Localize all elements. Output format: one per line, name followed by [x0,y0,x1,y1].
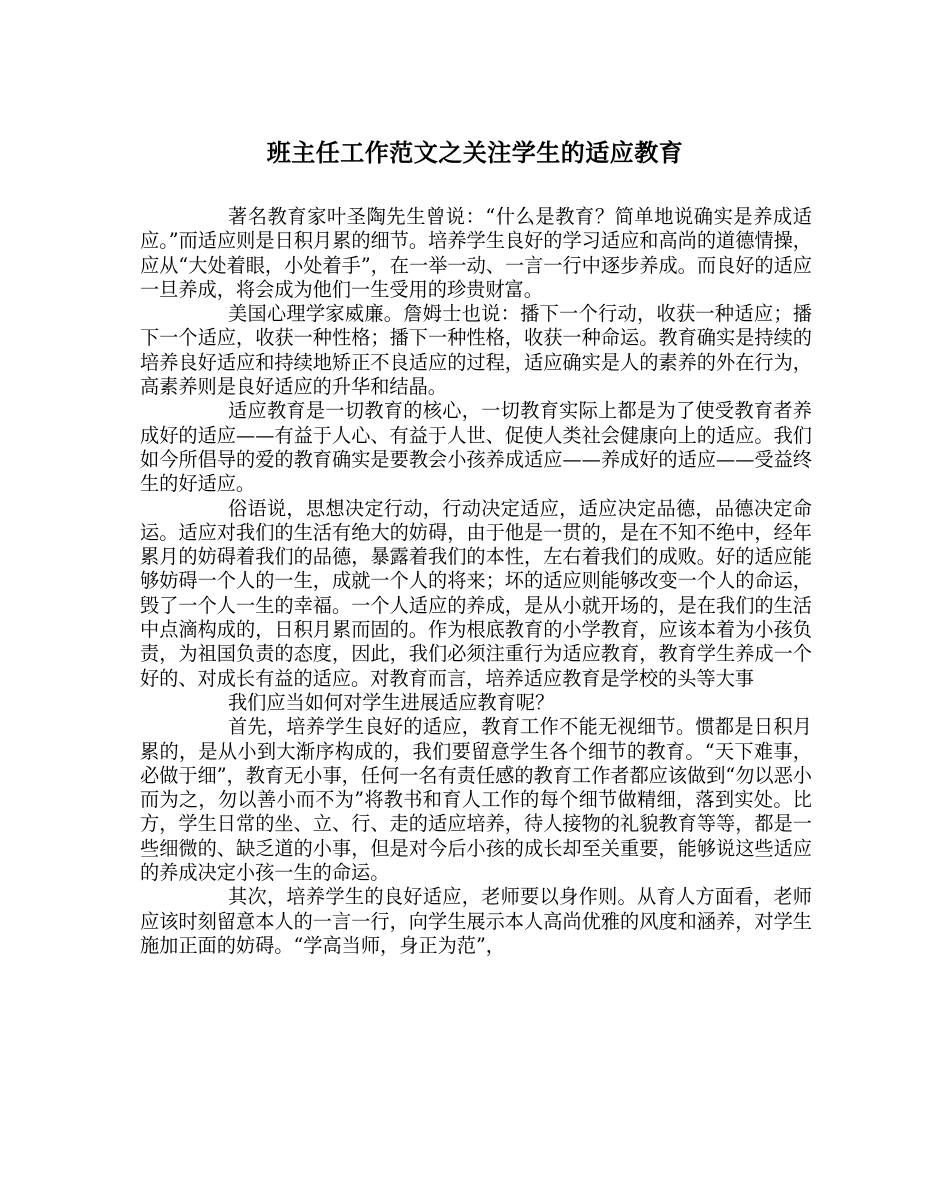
paragraph: 首先，培养学生良好的适应，教育工作不能无视细节。惯都是日积月累的，是从小到大渐序构成的，我们要留意学生各个细节的教育。“天下难事，必做于细”，教育无小事，任何一名有责任感的教育工作者都应该做到“勿以恶小而为之，勿以善小而不为”将教书和育人工作的每个细节做精细，落到实处。比方，学生日常的坐、立、行、走的适应培养，待人接物的礼貌教育等等，都是一些细微的、缺乏道的小事，但是对今后小孩的成长却至关重要，能够说这些适应的养成决定小孩一生的命运。 [140,715,812,885]
paragraph: 其次，培养学生的良好适应，老师要以身作则。从育人方面看，老师应该时刻留意本人的一言一行，向学生展示本人高尚优雅的风度和涵养，对学生施加正面的妨碍。“学高当师，身正为范”， [140,885,812,957]
document-body [140,205,812,958]
paragraph: 著名教育家叶圣陶先生曾说：“什么是教育？简单地说确实是养成适应。”而适应则是日积月累的细节。培养学生良好的学习适应和高尚的道德情操，应从“大处着眼，小处着手”，在一举一动、一言一行中逐步养成。而良好的适应一旦养成，将会成为他们一生受用的珍贵财富。 [140,205,812,301]
paragraph: 美国心理学家威廉。詹姆士也说：播下一个行动，收获一种适应；播下一个适应，收获一种性格；播下一种性格，收获一种命运。教育确实是持续的培养良好适应和持续地矫正不良适应的过程，适应确实是人的素养的外在行为，高素养则是良好适应的升华和结晶。 [140,302,812,399]
document-title: 班主任工作范文之关注学生的适应教育 [266,138,684,167]
paragraph: 我们应当如何对学生进展适应教育呢？ [228,690,555,714]
paragraph: 俗语说，思想决定行动，行动决定适应，适应决定品德，品德决定命运。适应对我们的生活有绝大的妨碍，由于他是一贯的，是在不知不绝中，经年累月的妨碍着我们的品德，暴露着我们的本性，左右着我们的成败。好的适应能够妨碍一个人的一生，成就一个人的将来；坏的适应则能够改变一个人的命运，毁了一个人一生的幸福。一个人适应的养成，是从小就开场的，是在我们的生活中点滴构成的，日积月累而固的。作为根底教育的小学教育，应该本着为小孩负责，为祖国负责的态度，因此，我们必须注重行为适应教育，教育学生养成一个好的、对成长有益的适应。对教育而言，培养适应教育是学校的头等大事 [140,496,812,690]
paragraph: 适应教育是一切教育的核心，一切教育实际上都是为了使受教育者养成好的适应——有益于人心、有益于人世、促使人类社会健康向上的适应。我们如今所倡导的爱的教育确实是要教会小孩养成适应——养成好的适应——受益终生的好适应。 [140,399,812,496]
